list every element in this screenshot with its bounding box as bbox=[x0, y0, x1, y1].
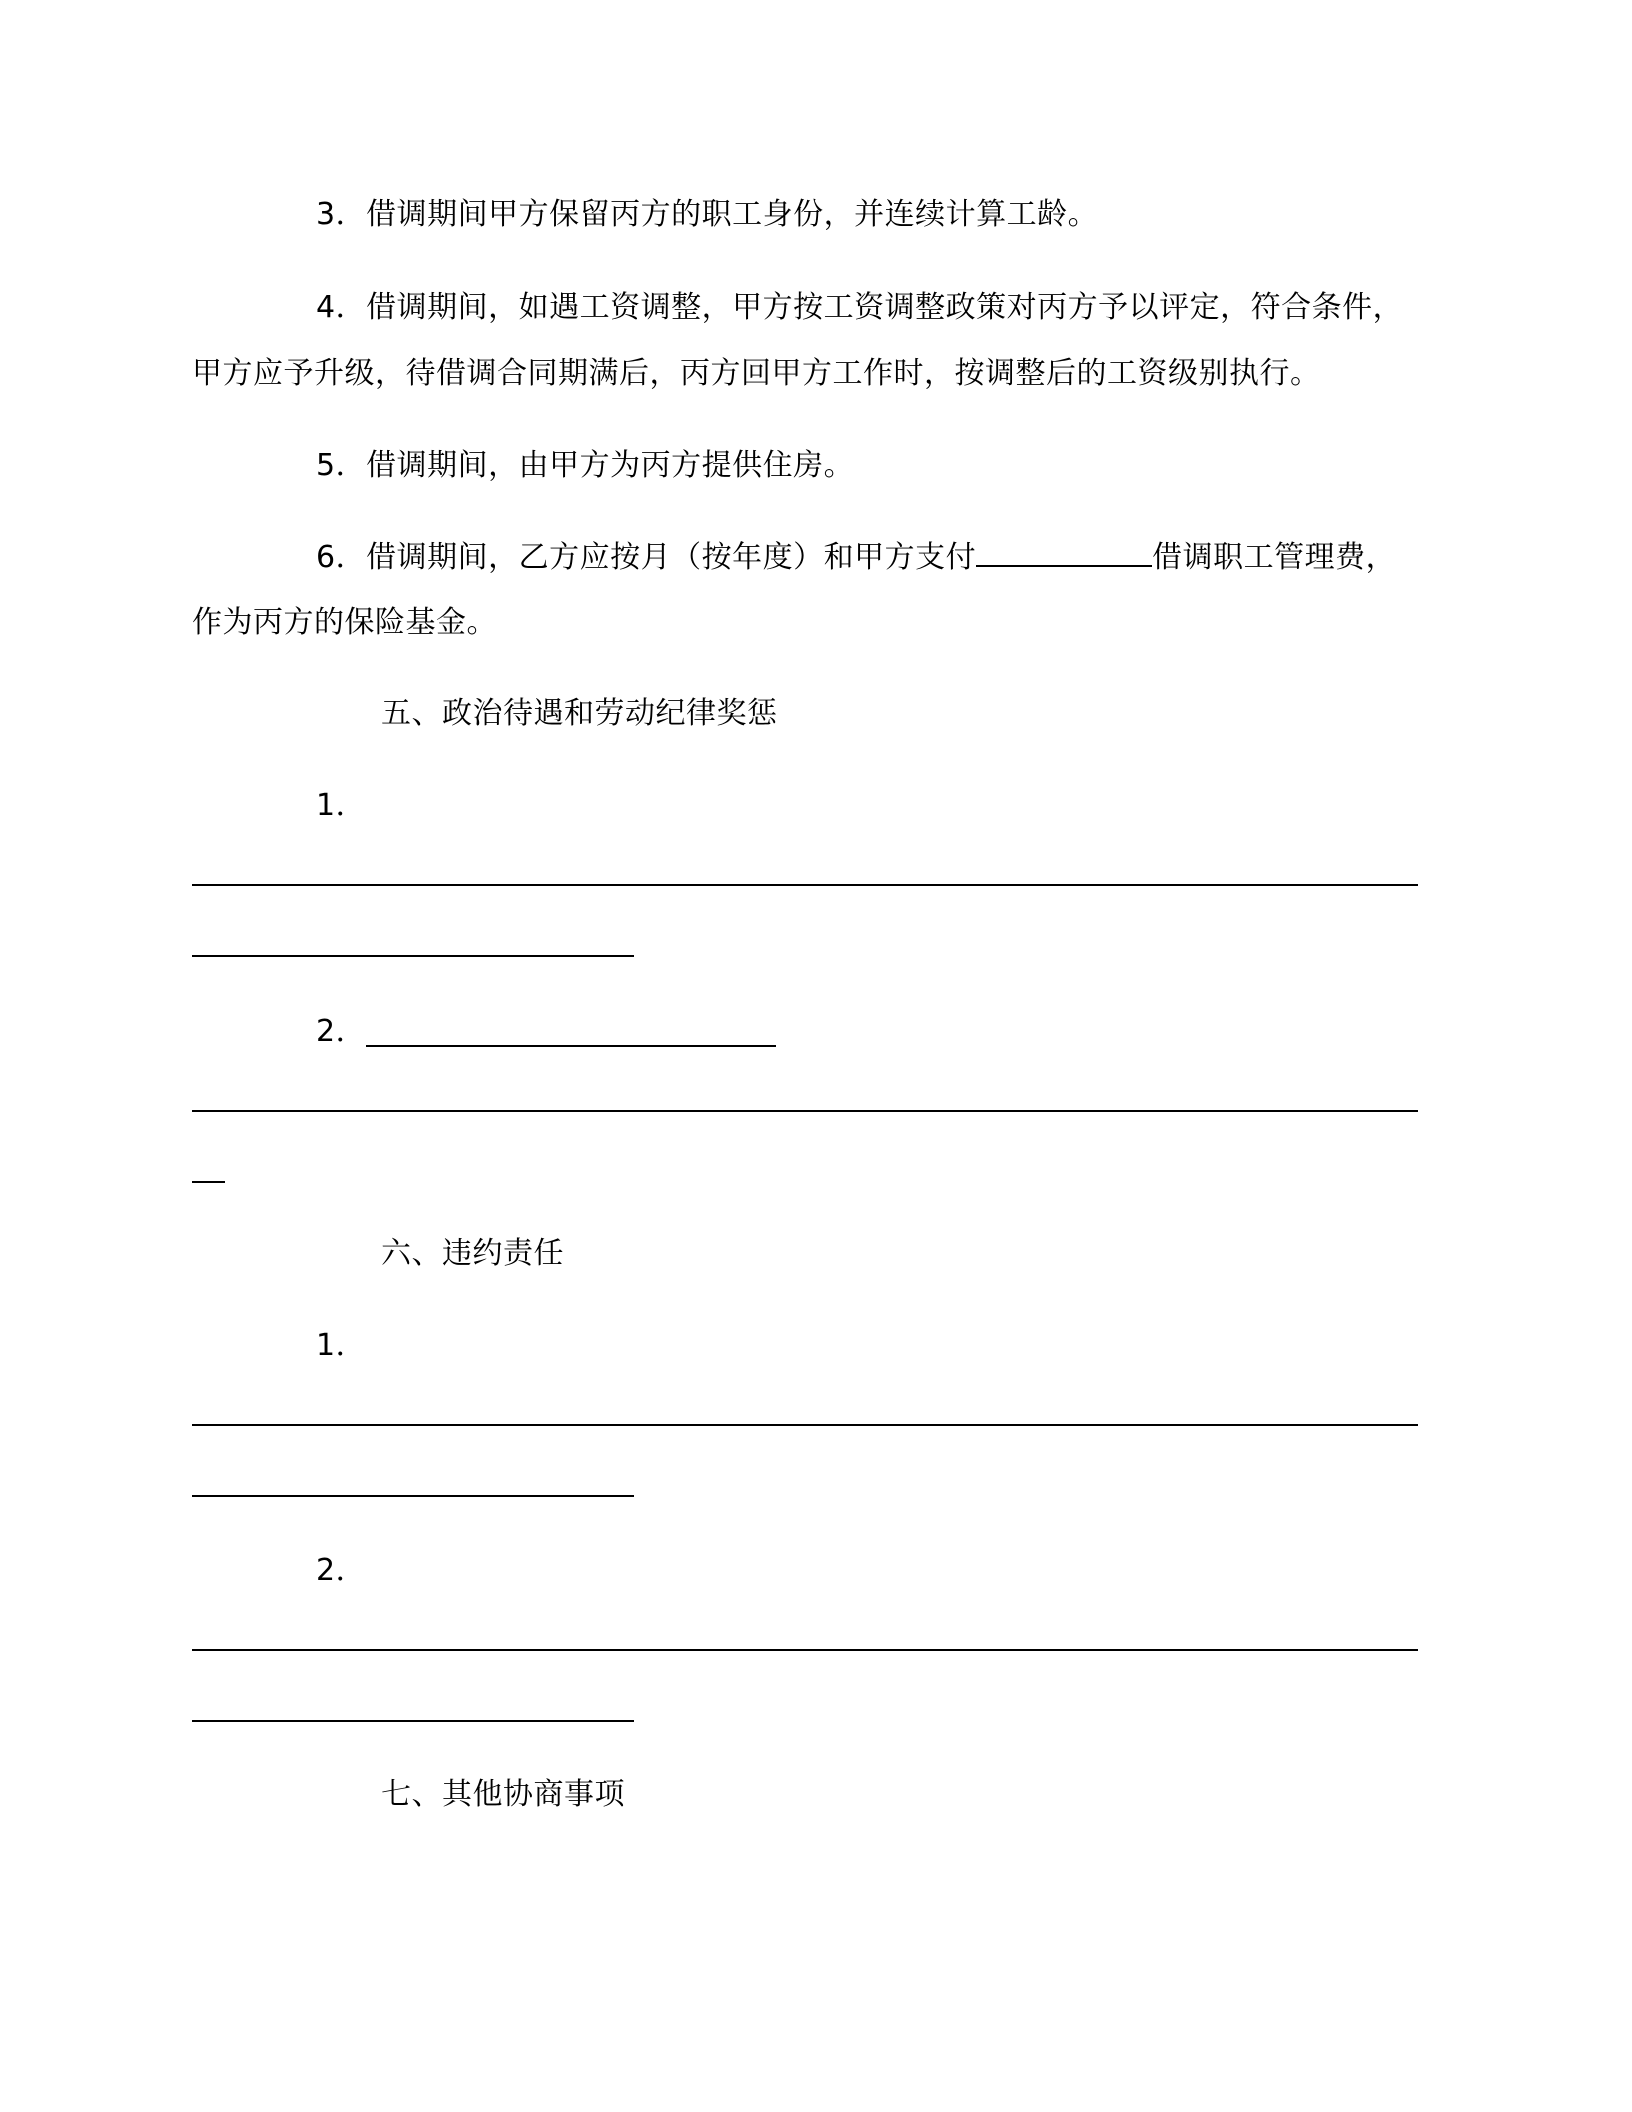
section-5-heading: 五、政治待遇和劳动纪律奖惩 bbox=[381, 696, 778, 731]
clause-4-6-text-a: 6．借调期间，乙方应按月（按年度）和甲方支付 bbox=[316, 540, 977, 575]
fill-blank-5-2-line1[interactable] bbox=[192, 1110, 1418, 1112]
fill-blank-5-1-line1[interactable] bbox=[192, 884, 1418, 886]
section-6-heading: 六、违约责任 bbox=[381, 1236, 564, 1271]
fill-blank-management-fee[interactable] bbox=[976, 537, 1152, 567]
clause-4-6-text-b: 借调职工管理费， bbox=[1152, 540, 1397, 575]
clause-6-2-label: 2． bbox=[316, 1553, 367, 1588]
fill-blank-5-2-line2[interactable] bbox=[192, 1181, 225, 1183]
section-7-heading: 七、其他协商事项 bbox=[381, 1777, 625, 1812]
clause-4-4-line2: 甲方应予升级，待借调合同期满后，丙方回甲方工作时，按调整后的工资级别执行。 bbox=[192, 356, 1321, 391]
clause-4-4-line1: 4．借调期间，如遇工资调整，甲方按工资调整政策对丙方予以评定，符合条件， bbox=[316, 290, 1404, 325]
clause-6-1-label: 1． bbox=[316, 1328, 367, 1363]
clause-4-5: 5．借调期间，由甲方为丙方提供住房。 bbox=[316, 448, 855, 483]
clause-4-6-line1 bbox=[316, 537, 1396, 578]
clause-4-6-line2: 作为丙方的保险基金。 bbox=[192, 605, 497, 640]
fill-blank-6-2-line2[interactable] bbox=[192, 1720, 634, 1722]
clause-5-2-label: 2． bbox=[316, 1014, 367, 1049]
fill-blank-6-2-line1[interactable] bbox=[192, 1649, 1418, 1651]
clause-4-3: 3．借调期间甲方保留丙方的职工身份，并连续计算工龄。 bbox=[316, 197, 1099, 232]
fill-blank-5-1-line2[interactable] bbox=[192, 955, 634, 957]
fill-blank-6-1-line1[interactable] bbox=[192, 1424, 1418, 1426]
clause-5-1-label: 1． bbox=[316, 788, 367, 823]
fill-blank-6-1-line2[interactable] bbox=[192, 1495, 634, 1497]
fill-blank-5-2-inline[interactable] bbox=[366, 1045, 776, 1047]
